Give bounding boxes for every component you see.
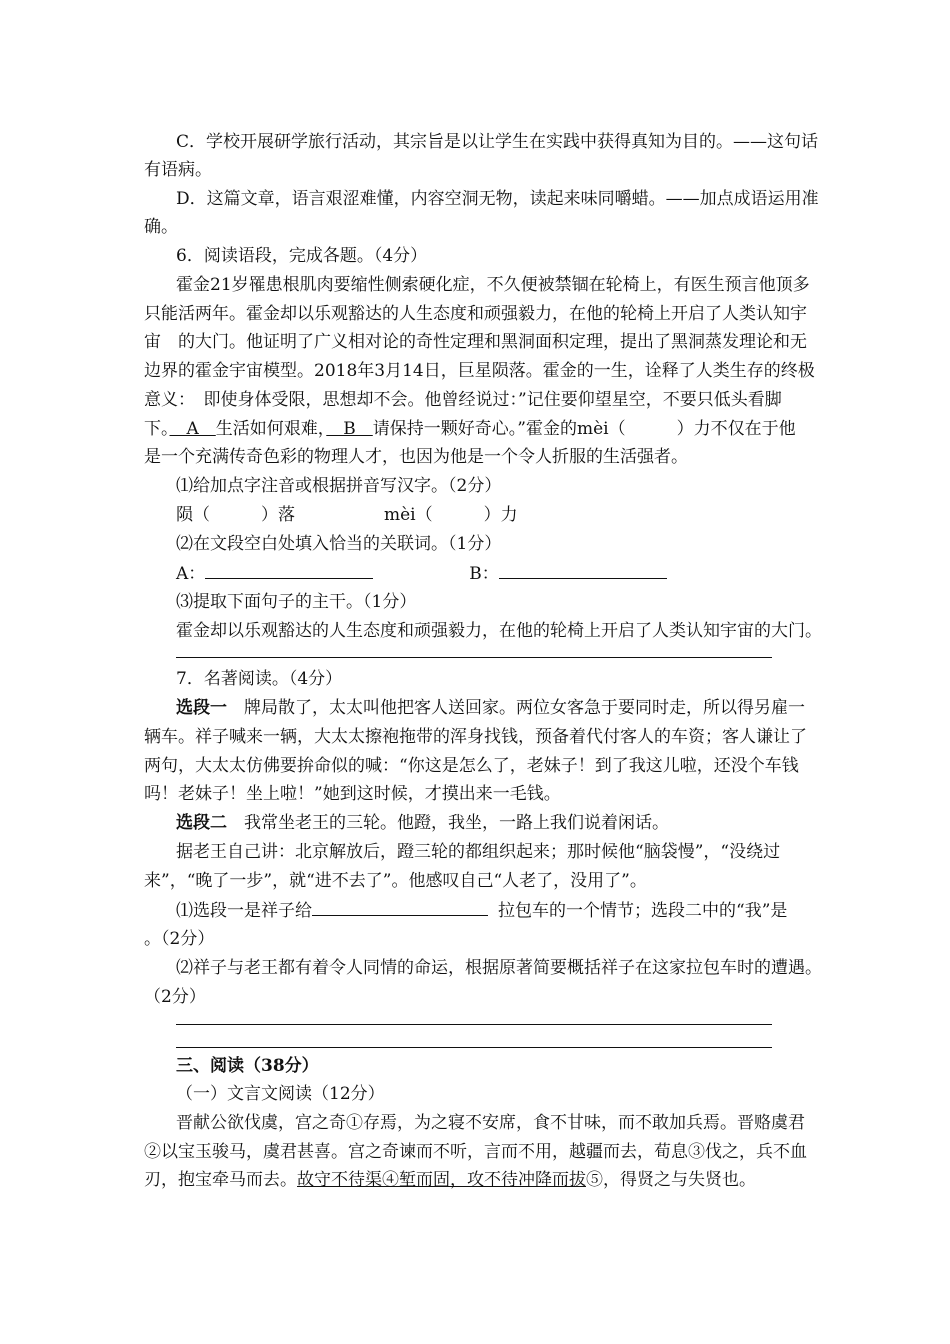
q6-sub2-label-a: A： — [176, 564, 206, 584]
q7-excerpt2-line — [176, 812, 669, 834]
q6-sub1-item-a[interactable]: 陨（ ）落 — [176, 505, 295, 525]
q7-sub1-text: ⑴选段一是祥子给 — [176, 901, 312, 921]
q6-sub2-label-b: B： — [469, 564, 499, 584]
q6-sub1-item-b[interactable]: mèi（ ）力 — [384, 505, 518, 525]
q6-passage-text: 请保持一颗好奇心。”霍金的mèi（ ）力不仅在于他 — [372, 419, 796, 439]
q6-blank-a[interactable]: A — [169, 419, 216, 439]
q6-passage-line: 宙 的大门。他证明了广义相对论的奇性定理和黑洞面积定理，提出了黑洞蒸发理论和无 — [144, 332, 807, 352]
q5-option-c-line2: 有语病。 — [144, 160, 212, 180]
q6-sub2-prompt: ⑵在文段空白处填入恰当的关联词。（1分） — [176, 534, 502, 554]
q6-sub2-blank-a[interactable] — [205, 562, 373, 579]
classical-text-line: ②以宝玉骏马，虞君甚喜。宫之奇谏而不听，言而不用，越疆而去，荀息③伐之，兵不血 — [144, 1142, 807, 1162]
q6-title: 6．阅读语段，完成各题。（4分） — [176, 246, 428, 266]
q6-sub1-answers — [176, 504, 518, 526]
q7-excerpt2-line: 来”，“晚了一步”，就“进不去了”。他感叹自己“人老了，没用了”。 — [144, 871, 647, 891]
q7-sub2-prompt: ⑵祥子与老王都有着令人同情的命运，根据原著简要概括祥子在这家拉包车时的遭遇。 — [176, 958, 822, 978]
q7-answer-line[interactable] — [176, 1047, 772, 1048]
q7-excerpt2-line: 据老王自己讲：北京解放后，蹬三轮的都组织起来；那时候他“脑袋慢”，“没绕过 — [176, 842, 781, 862]
q6-passage-text: 下。 — [144, 419, 170, 439]
q6-sub2-answers — [176, 562, 667, 585]
q6-sub1-prompt: ⑴给加点字注音或根据拼音写汉字。（2分） — [176, 476, 502, 496]
q6-passage-line: 意义： 即使身体受限，思想却不会。他曾经说过：”记住要仰望星空，不要只低头看脚 — [144, 390, 782, 410]
q5-option-d-line2: 确。 — [144, 217, 178, 237]
q7-sub1-blank[interactable] — [312, 899, 488, 916]
q6-passage-text: 生活如何艰难， — [215, 419, 327, 439]
classical-text: ⑤，得贤之与失贤也。 — [586, 1170, 756, 1190]
q7-excerpt1-line — [176, 697, 805, 719]
q6-sub2-blank-b[interactable] — [499, 562, 667, 579]
classical-text-line — [144, 1169, 756, 1191]
q6-passage-line: 边界的霍金宇宙模型。2018年3月14日，巨星陨落。霍金的一生，诠释了人类生存的终极 — [144, 361, 815, 381]
q7-excerpt1-label: 选段一 — [176, 698, 227, 718]
classical-text: 刃，抱宝牵马而去。 — [144, 1170, 297, 1190]
q7-excerpt1-line: 辆车。祥子喊来一辆，大太太擦袍拖带的浑身找钱，预备着代付客人的车资；客人谦让了 — [144, 727, 807, 747]
q6-sub3-prompt: ⑶提取下面句子的主干。（1分） — [176, 592, 417, 612]
q6-sub3-sentence: 霍金却以乐观豁达的人生态度和顽强毅力，在他的轮椅上开启了人类认知宇宙的大门。 — [176, 621, 822, 641]
section3-part1-heading: （一）文言文阅读（12分） — [176, 1084, 385, 1104]
q6-answer-line[interactable] — [176, 657, 772, 658]
classical-text-line: 晋献公欲伐虞，宫之奇①存焉，为之寝不安席，食不甘味，而不敢加兵焉。晋赂虞君 — [176, 1113, 805, 1133]
q7-excerpt2-label: 选段二 — [176, 813, 227, 833]
q6-blank-b[interactable]: B — [326, 419, 373, 439]
q7-title: 7．名著阅读。（4分） — [176, 669, 343, 689]
q7-sub2-score: （2分） — [144, 987, 206, 1007]
q5-option-c-line1: C．学校开展研学旅行活动，其宗旨是以让学生在实践中获得真知为目的。——这句话 — [176, 132, 819, 152]
q7-excerpt1-line: 两句，大太太仿佛要拚命似的喊：“你这是怎么了，老妹子！到了我这儿啦，还没个车钱 — [144, 756, 799, 776]
q7-sub1-score: 。（2分） — [144, 929, 215, 949]
q6-passage-line: 霍金21岁罹患根肌肉要缩性侧索硬化症，不久便被禁锢在轮椅上，有医生预言他顶多 — [176, 275, 810, 295]
q7-sub1-line — [176, 899, 787, 922]
q7-excerpt1-line: 吗！老妹子！坐上啦！”她到这时候，才摸出来一毛钱。 — [144, 784, 561, 804]
classical-text-underlined: 故守不待渠④堑而固，攻不待冲降而拔 — [297, 1170, 586, 1190]
q5-option-d-line1: D．这篇文章，语言艰涩难懂，内容空洞无物，读起来味同嚼蜡。——加点成语运用准 — [176, 189, 819, 209]
section3-heading: 三、阅读（38分） — [176, 1056, 319, 1076]
q6-passage-line: 只能活两年。霍金却以乐观豁达的人生态度和顽强毅力，在他的轮椅上开启了人类认知宇 — [144, 304, 807, 324]
q7-answer-line[interactable] — [176, 1024, 772, 1025]
q7-excerpt-text: 牌局散了，太太叫他把客人送回家。两位女客急于要同时走，所以得另雇一 — [227, 698, 805, 718]
q6-passage-line — [144, 418, 796, 440]
q6-passage-line: 是一个充满传奇色彩的物理人才，也因为他是一个令人折服的生活强者。 — [144, 447, 688, 467]
q7-excerpt-text: 我常坐老王的三轮。他蹬，我坐，一路上我们说着闲话。 — [227, 813, 669, 833]
q7-sub1-text: 拉包车的一个情节；选段二中的“我”是 — [498, 901, 788, 921]
